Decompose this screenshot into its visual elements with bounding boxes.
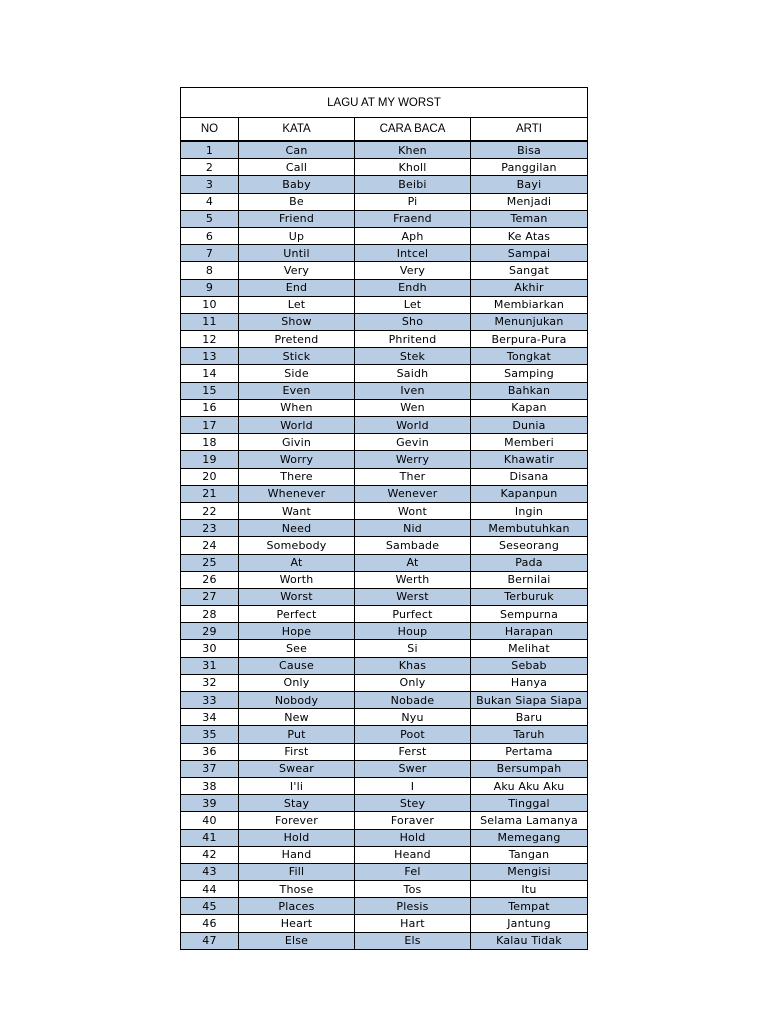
cell-no: 42	[181, 846, 239, 863]
cell-no: 45	[181, 898, 239, 915]
cell-no: 27	[181, 588, 239, 605]
cell-kata: Friend	[239, 210, 355, 227]
cell-kata: Worth	[239, 571, 355, 588]
cell-arti: Bahkan	[471, 382, 588, 399]
cell-kata: Cause	[239, 657, 355, 674]
table-row	[181, 829, 588, 846]
table-row	[181, 210, 588, 227]
table-row	[181, 468, 588, 485]
cell-kata: Baby	[239, 176, 355, 193]
cell-no: 47	[181, 932, 239, 949]
cell-no: 37	[181, 760, 239, 777]
cell-cara-baca: Werst	[355, 588, 471, 605]
cell-no: 4	[181, 193, 239, 210]
table-row	[181, 434, 588, 451]
table-row	[181, 846, 588, 863]
cell-cara-baca: I	[355, 777, 471, 794]
cell-no: 28	[181, 606, 239, 623]
cell-cara-baca: Plesis	[355, 898, 471, 915]
cell-cara-baca: Stek	[355, 348, 471, 365]
cell-arti: Selama Lamanya	[471, 812, 588, 829]
cell-cara-baca: World	[355, 417, 471, 434]
cell-kata: Forever	[239, 812, 355, 829]
cell-kata: Want	[239, 502, 355, 519]
cell-arti: Akhir	[471, 279, 588, 296]
table-body	[181, 141, 588, 949]
cell-cara-baca: Swer	[355, 760, 471, 777]
cell-arti: Khawatir	[471, 451, 588, 468]
cell-arti: Kalau Tidak	[471, 932, 588, 949]
cell-kata: Very	[239, 262, 355, 279]
table-row	[181, 623, 588, 640]
cell-cara-baca: Kholl	[355, 159, 471, 176]
table-row	[181, 141, 588, 159]
table-row	[181, 571, 588, 588]
table-row	[181, 159, 588, 176]
cell-arti: Dunia	[471, 417, 588, 434]
cell-no: 22	[181, 502, 239, 519]
cell-no: 6	[181, 227, 239, 244]
table-row	[181, 915, 588, 932]
cell-cara-baca: Werry	[355, 451, 471, 468]
cell-no: 23	[181, 520, 239, 537]
table-row	[181, 399, 588, 416]
cell-no: 1	[181, 141, 239, 159]
header-cara-baca: CARA BACA	[355, 118, 471, 142]
table-row	[181, 657, 588, 674]
cell-cara-baca: Wont	[355, 502, 471, 519]
table-row	[181, 932, 588, 949]
header-row	[181, 118, 588, 142]
cell-kata: There	[239, 468, 355, 485]
cell-kata: Pretend	[239, 331, 355, 348]
table-row	[181, 898, 588, 915]
cell-cara-baca: Very	[355, 262, 471, 279]
cell-no: 31	[181, 657, 239, 674]
cell-no: 20	[181, 468, 239, 485]
cell-no: 30	[181, 640, 239, 657]
cell-kata: Heart	[239, 915, 355, 932]
cell-kata: Side	[239, 365, 355, 382]
cell-kata: Hope	[239, 623, 355, 640]
cell-no: 46	[181, 915, 239, 932]
cell-kata: Whenever	[239, 485, 355, 502]
cell-arti: Bisa	[471, 141, 588, 159]
cell-cara-baca: Hart	[355, 915, 471, 932]
cell-cara-baca: Phritend	[355, 331, 471, 348]
cell-arti: Membiarkan	[471, 296, 588, 313]
table-row	[181, 382, 588, 399]
cell-arti: Menjadi	[471, 193, 588, 210]
cell-cara-baca: Let	[355, 296, 471, 313]
cell-kata: Those	[239, 881, 355, 898]
table-title: LAGU AT MY WORST	[181, 88, 588, 118]
cell-cara-baca: Wen	[355, 399, 471, 416]
cell-cara-baca: At	[355, 554, 471, 571]
cell-arti: Bayi	[471, 176, 588, 193]
cell-arti: Disana	[471, 468, 588, 485]
cell-cara-baca: Wenever	[355, 485, 471, 502]
cell-no: 34	[181, 709, 239, 726]
table-row	[181, 296, 588, 313]
cell-kata: Show	[239, 313, 355, 330]
cell-cara-baca: Hold	[355, 829, 471, 846]
cell-cara-baca: Werth	[355, 571, 471, 588]
table-row	[181, 692, 588, 709]
cell-cara-baca: Poot	[355, 726, 471, 743]
cell-no: 35	[181, 726, 239, 743]
cell-kata: Givin	[239, 434, 355, 451]
cell-kata: Else	[239, 932, 355, 949]
cell-arti: Kapanpun	[471, 485, 588, 502]
cell-arti: Hanya	[471, 674, 588, 691]
cell-cara-baca: Ther	[355, 468, 471, 485]
table-row	[181, 588, 588, 605]
cell-no: 41	[181, 829, 239, 846]
cell-arti: Itu	[471, 881, 588, 898]
table-row	[181, 417, 588, 434]
cell-arti: Sempurna	[471, 606, 588, 623]
cell-arti: Baru	[471, 709, 588, 726]
cell-arti: Pada	[471, 554, 588, 571]
cell-arti: Berpura-Pura	[471, 331, 588, 348]
cell-cara-baca: Foraver	[355, 812, 471, 829]
table-row	[181, 245, 588, 262]
cell-no: 44	[181, 881, 239, 898]
cell-arti: Taruh	[471, 726, 588, 743]
cell-cara-baca: Ferst	[355, 743, 471, 760]
cell-arti: Mengisi	[471, 863, 588, 880]
cell-kata: See	[239, 640, 355, 657]
cell-kata: Hold	[239, 829, 355, 846]
table-row	[181, 863, 588, 880]
cell-arti: Ke Atas	[471, 227, 588, 244]
cell-arti: Pertama	[471, 743, 588, 760]
cell-kata: Swear	[239, 760, 355, 777]
table-row	[181, 674, 588, 691]
table-row	[181, 451, 588, 468]
cell-kata: Stay	[239, 795, 355, 812]
cell-kata: Somebody	[239, 537, 355, 554]
cell-no: 32	[181, 674, 239, 691]
header-arti: ARTI	[471, 118, 588, 142]
cell-arti: Bukan Siapa Siapa	[471, 692, 588, 709]
cell-kata: Worst	[239, 588, 355, 605]
cell-kata: Can	[239, 141, 355, 159]
cell-no: 3	[181, 176, 239, 193]
vocabulary-table-sheet	[180, 87, 587, 948]
cell-no: 7	[181, 245, 239, 262]
cell-cara-baca: Saidh	[355, 365, 471, 382]
cell-arti: Sangat	[471, 262, 588, 279]
table-row	[181, 520, 588, 537]
table-row	[181, 227, 588, 244]
cell-cara-baca: Si	[355, 640, 471, 657]
table-row	[181, 554, 588, 571]
cell-arti: Kapan	[471, 399, 588, 416]
table-row	[181, 640, 588, 657]
cell-kata: Perfect	[239, 606, 355, 623]
cell-arti: Tempat	[471, 898, 588, 915]
cell-kata: First	[239, 743, 355, 760]
table-row	[181, 881, 588, 898]
cell-kata: Put	[239, 726, 355, 743]
cell-kata: Nobody	[239, 692, 355, 709]
cell-kata: Let	[239, 296, 355, 313]
cell-no: 29	[181, 623, 239, 640]
table-row	[181, 795, 588, 812]
table-row	[181, 743, 588, 760]
cell-arti: Sampai	[471, 245, 588, 262]
cell-arti: Samping	[471, 365, 588, 382]
cell-kata: Fill	[239, 863, 355, 880]
cell-arti: Memegang	[471, 829, 588, 846]
cell-cara-baca: Nid	[355, 520, 471, 537]
cell-no: 15	[181, 382, 239, 399]
cell-no: 8	[181, 262, 239, 279]
cell-arti: Tinggal	[471, 795, 588, 812]
cell-cara-baca: Khas	[355, 657, 471, 674]
cell-no: 9	[181, 279, 239, 296]
cell-arti: Membutuhkan	[471, 520, 588, 537]
cell-no: 39	[181, 795, 239, 812]
cell-arti: Harapan	[471, 623, 588, 640]
cell-no: 43	[181, 863, 239, 880]
table-row	[181, 313, 588, 330]
header-kata: KATA	[239, 118, 355, 142]
cell-cara-baca: Tos	[355, 881, 471, 898]
table-row	[181, 348, 588, 365]
table-row	[181, 331, 588, 348]
cell-cara-baca: Khen	[355, 141, 471, 159]
cell-cara-baca: Els	[355, 932, 471, 949]
table-row	[181, 606, 588, 623]
table-row	[181, 760, 588, 777]
cell-kata: End	[239, 279, 355, 296]
cell-kata: Need	[239, 520, 355, 537]
cell-arti: Ingin	[471, 502, 588, 519]
cell-cara-baca: Nyu	[355, 709, 471, 726]
cell-arti: Melihat	[471, 640, 588, 657]
table-row	[181, 709, 588, 726]
cell-cara-baca: Purfect	[355, 606, 471, 623]
cell-cara-baca: Stey	[355, 795, 471, 812]
table-row	[181, 777, 588, 794]
table-row	[181, 279, 588, 296]
cell-no: 25	[181, 554, 239, 571]
cell-cara-baca: Nobade	[355, 692, 471, 709]
cell-cara-baca: Fraend	[355, 210, 471, 227]
table-row	[181, 502, 588, 519]
cell-cara-baca: Intcel	[355, 245, 471, 262]
cell-cara-baca: Sambade	[355, 537, 471, 554]
cell-kata: Until	[239, 245, 355, 262]
table-row	[181, 262, 588, 279]
cell-no: 33	[181, 692, 239, 709]
cell-cara-baca: Beibi	[355, 176, 471, 193]
cell-cara-baca: Aph	[355, 227, 471, 244]
cell-arti: Bernilai	[471, 571, 588, 588]
cell-arti: Sebab	[471, 657, 588, 674]
cell-kata: Places	[239, 898, 355, 915]
cell-no: 26	[181, 571, 239, 588]
table-row	[181, 193, 588, 210]
cell-no: 24	[181, 537, 239, 554]
cell-no: 12	[181, 331, 239, 348]
cell-no: 18	[181, 434, 239, 451]
cell-cara-baca: Houp	[355, 623, 471, 640]
cell-cara-baca: Pi	[355, 193, 471, 210]
cell-kata: World	[239, 417, 355, 434]
cell-no: 11	[181, 313, 239, 330]
table-row	[181, 176, 588, 193]
cell-kata: Hand	[239, 846, 355, 863]
cell-kata: I'li	[239, 777, 355, 794]
cell-no: 13	[181, 348, 239, 365]
header-no: NO	[181, 118, 239, 142]
table-row	[181, 812, 588, 829]
cell-cara-baca: Endh	[355, 279, 471, 296]
cell-no: 38	[181, 777, 239, 794]
table-row	[181, 485, 588, 502]
cell-cara-baca: Only	[355, 674, 471, 691]
cell-arti: Terburuk	[471, 588, 588, 605]
cell-arti: Tongkat	[471, 348, 588, 365]
cell-arti: Menunjukan	[471, 313, 588, 330]
cell-no: 40	[181, 812, 239, 829]
cell-kata: Worry	[239, 451, 355, 468]
cell-cara-baca: Sho	[355, 313, 471, 330]
cell-kata: Be	[239, 193, 355, 210]
cell-kata: Up	[239, 227, 355, 244]
cell-kata: Call	[239, 159, 355, 176]
cell-arti: Teman	[471, 210, 588, 227]
cell-cara-baca: Iven	[355, 382, 471, 399]
cell-no: 14	[181, 365, 239, 382]
cell-arti: Aku Aku Aku	[471, 777, 588, 794]
cell-kata: New	[239, 709, 355, 726]
cell-kata: At	[239, 554, 355, 571]
cell-kata: Only	[239, 674, 355, 691]
cell-no: 5	[181, 210, 239, 227]
cell-kata: Even	[239, 382, 355, 399]
cell-arti: Seseorang	[471, 537, 588, 554]
cell-no: 16	[181, 399, 239, 416]
cell-cara-baca: Fel	[355, 863, 471, 880]
cell-no: 17	[181, 417, 239, 434]
table-row	[181, 726, 588, 743]
cell-arti: Tangan	[471, 846, 588, 863]
cell-no: 36	[181, 743, 239, 760]
cell-cara-baca: Gevin	[355, 434, 471, 451]
cell-no: 21	[181, 485, 239, 502]
cell-no: 19	[181, 451, 239, 468]
vocabulary-table	[180, 87, 588, 950]
cell-no: 10	[181, 296, 239, 313]
cell-cara-baca: Heand	[355, 846, 471, 863]
cell-arti: Panggilan	[471, 159, 588, 176]
table-row	[181, 365, 588, 382]
cell-arti: Bersumpah	[471, 760, 588, 777]
cell-arti: Memberi	[471, 434, 588, 451]
cell-arti: Jantung	[471, 915, 588, 932]
cell-kata: Stick	[239, 348, 355, 365]
cell-no: 2	[181, 159, 239, 176]
table-row	[181, 537, 588, 554]
cell-kata: When	[239, 399, 355, 416]
